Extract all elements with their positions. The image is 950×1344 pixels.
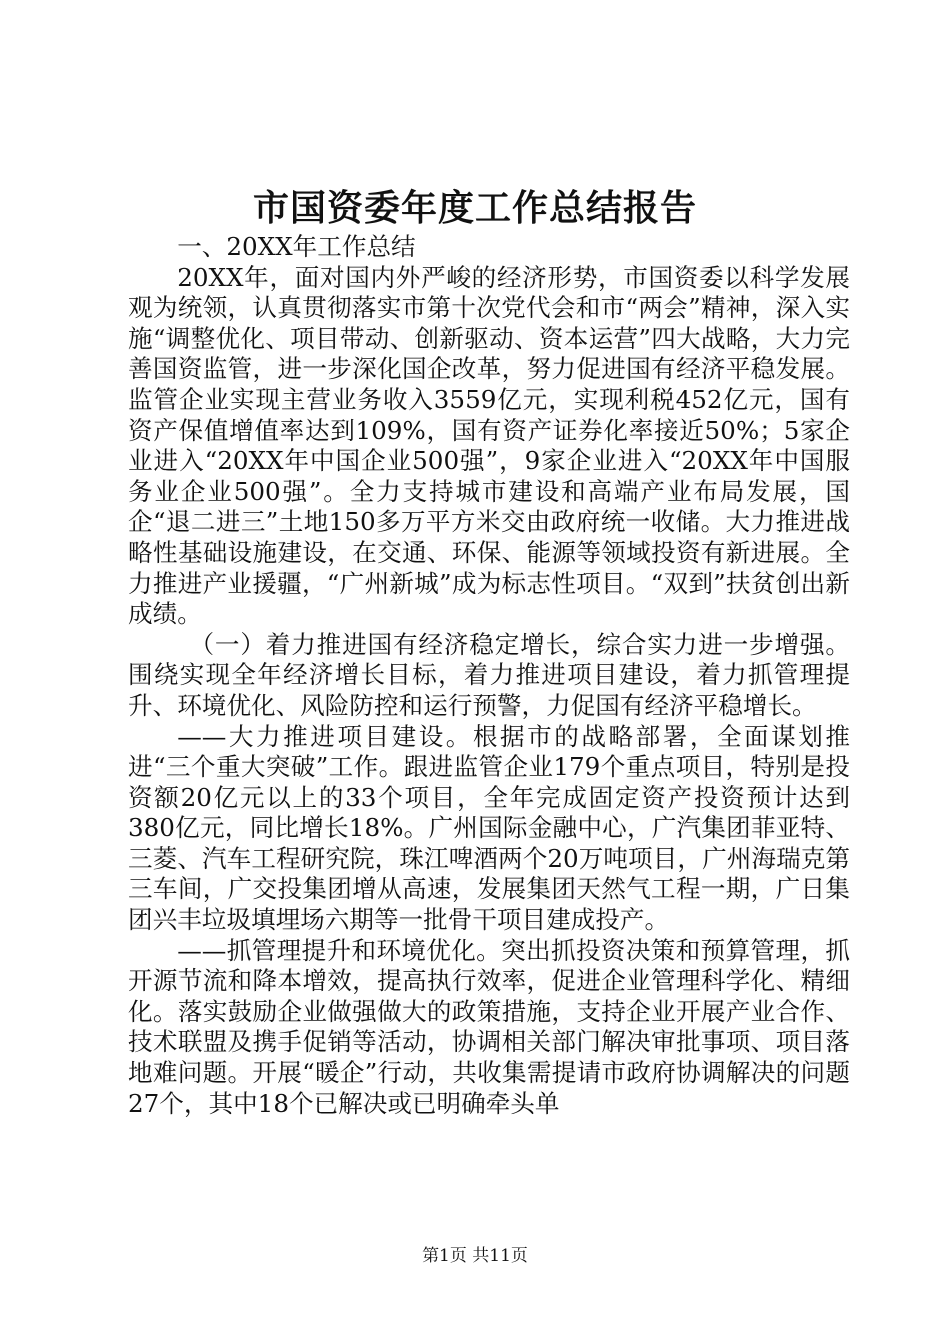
subsection-paragraph: （一）着力推进国有经济稳定增长，综合实力进一步增强。围绕实现全年经济增长目标，着力推进项目建设，着力抓管理提升、环境优化、风险防控和运行预警，力促国有经济平稳增长。 <box>128 629 850 720</box>
section-heading: 一、20XX年工作总结 <box>177 232 416 261</box>
page-number-footer: 第1页 共11页 <box>422 1246 528 1266</box>
paragraph: ——抓管理提升和环境优化。突出抓投资决策和预算管理，抓开源节流和降本增效，提高执行效率，促进企业管理科学化、精细化。落实鼓励企业做强做大的政策措施，支持企业开展产业合作、技术联盟及携手促销等活动，协调相关部门解决审批事项、项目落地难问题。开展“暖企”行动，共收集需提请市政府协调解决的问题27个，其中18个已解决或已明确牵头单 <box>128 935 850 1118</box>
paragraph: ——大力推进项目建设。根据市的战略部署，全面谋划推进“三个重大突破”工作。跟进监管企业179个重点项目，特别是投资额20亿元以上的33个项目，全年完成固定资产投资预计达到380亿元，同比增长18%。广州国际金融中心，广汽集团菲亚特、三菱、汽车工程研究院，珠江啤酒两个20万吨项目，广州海瑞克第三车间，广交投集团增从高速，发展集团天然气工程一期，广日集团兴丰垃圾填埋场六期等一批骨干项目建成投产。 <box>128 721 850 935</box>
document-body <box>128 232 850 1119</box>
paragraph: 20XX年，面对国内外严峻的经济形势，市国资委以科学发展观为统领，认真贯彻落实市第十次党代会和市“两会”精神，深入实施“调整优化、项目带动、创新驱动、资本运营”四大战略，大力完善国资监管，进一步深化国企改革，努力促进国有经济平稳发展。监管企业实现主营业务收入3559亿元，实现利税452亿元，国有资产保值增值率达到109%，国有资产证券化率接近50%；5家企业进入“20XX年中国企业500强”，9家企业进入“20XX年中国服务业企业500强”。全力支持城市建设和高端产业布局发展，国企“退二进三”土地150多万平方米交由政府统一收储。大力推进战略性基础设施建设，在交通、环保、能源等领域投资有新进展。全力推进产业援疆，“广州新城”成为标志性项目。“双到”扶贫创出新成绩。 <box>128 262 850 629</box>
document-title: 市国资委年度工作总结报告 <box>252 187 697 229</box>
